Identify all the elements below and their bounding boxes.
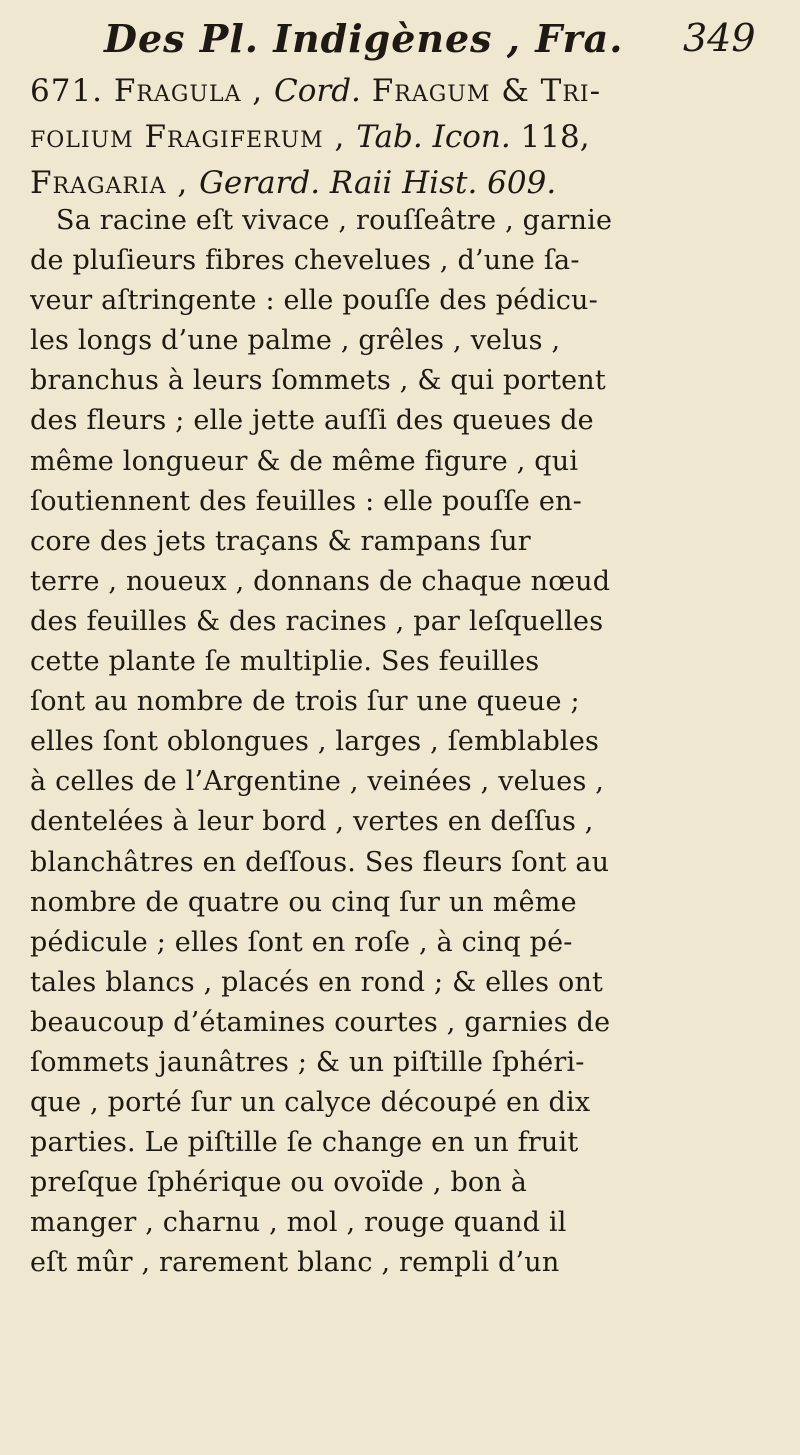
text-line: dentelées à leur bord , vertes en deſſus , (30, 806, 594, 838)
entry-names: Fragum & Tri- (360, 73, 602, 109)
text-line: des feuilles & des racines , par leſquelles (30, 605, 604, 637)
text-line: veur aſtringente : elle pouſſe des pédicu- (30, 285, 598, 317)
text-line: elles ſont oblongues , larges , ſemblables (30, 726, 600, 758)
text-line: ſoutiennent des feuilles : elle pouſſe en- (30, 485, 582, 517)
text-line: les longs d’une palme , grêles , velus , (30, 325, 561, 357)
text-line: ſommets jaunâtres ; & un piſtille ſphéri- (30, 1046, 585, 1078)
text-line: tales blancs , placés en rond ; & elles ont (30, 966, 604, 998)
text-line: pédicule ; elles ſont en roſe , à cinq pé- (30, 926, 573, 958)
text-line: blanchâtres en deſſous. Ses fleurs ſont au (30, 846, 610, 878)
entry-reference: Cord. (274, 73, 361, 109)
entry-names: folium Fragiferum , (30, 119, 357, 155)
text-line: terre , noueux , donnans de chaque nœud (30, 565, 611, 597)
text-line: core des jets traçans & rampans ſur (30, 525, 531, 557)
entry-names: 671. Fragula , (30, 73, 275, 109)
text-line: de pluſieurs fibres chevelues , d’une ſa- (30, 245, 580, 277)
entry-reference: Gerard. Raii Hist. 609. (199, 165, 557, 201)
text-line: preſque ſphérique ou ovoïde , bon à (30, 1167, 528, 1199)
text-line: que , porté ſur un calyce découpé en dix (30, 1087, 591, 1119)
running-head: Des Pl. Indigènes , Fra. (104, 16, 624, 61)
text-line: manger , charnu , mol , rouge quand il (30, 1207, 567, 1239)
text-line: eſt mûr , rarement blanc , rempli d’un (30, 1247, 560, 1279)
text-line: même longueur & de même figure , qui (30, 445, 579, 477)
text-line: ſont au nombre de trois ſur une queue ; (30, 686, 580, 718)
text-line: Sa racine eſt vivace , rouſſeâtre , garnie (56, 205, 613, 236)
entry-heading-line (30, 68, 790, 114)
entry-names: Fragaria , (30, 165, 200, 201)
text-line: nombre de quatre ou cinq ſur un même (30, 886, 577, 918)
text-line: beaucoup d’étamines courtes , garnies de (30, 1006, 611, 1038)
entry-reference-number: 118, (510, 119, 590, 155)
text-line: des fleurs ; elle jette auſſi des queues de (30, 405, 594, 437)
entry-heading-line (30, 114, 790, 160)
entry-heading (30, 68, 790, 206)
page-header (0, 12, 800, 64)
body-text (30, 201, 790, 1284)
text-line: à celles de l’Argentine , veinées , velues , (30, 766, 605, 798)
text-line: parties. Le piſtille ſe change en un fruit (30, 1127, 579, 1159)
entry-heading-line (30, 160, 790, 206)
page-number: 349 (683, 16, 756, 60)
text-line: cette plante ſe multiplie. Ses feuilles (30, 646, 540, 678)
text-line: branchus à leurs ſommets , & qui portent (30, 365, 606, 397)
entry-reference: Tab. Icon. (356, 119, 511, 155)
